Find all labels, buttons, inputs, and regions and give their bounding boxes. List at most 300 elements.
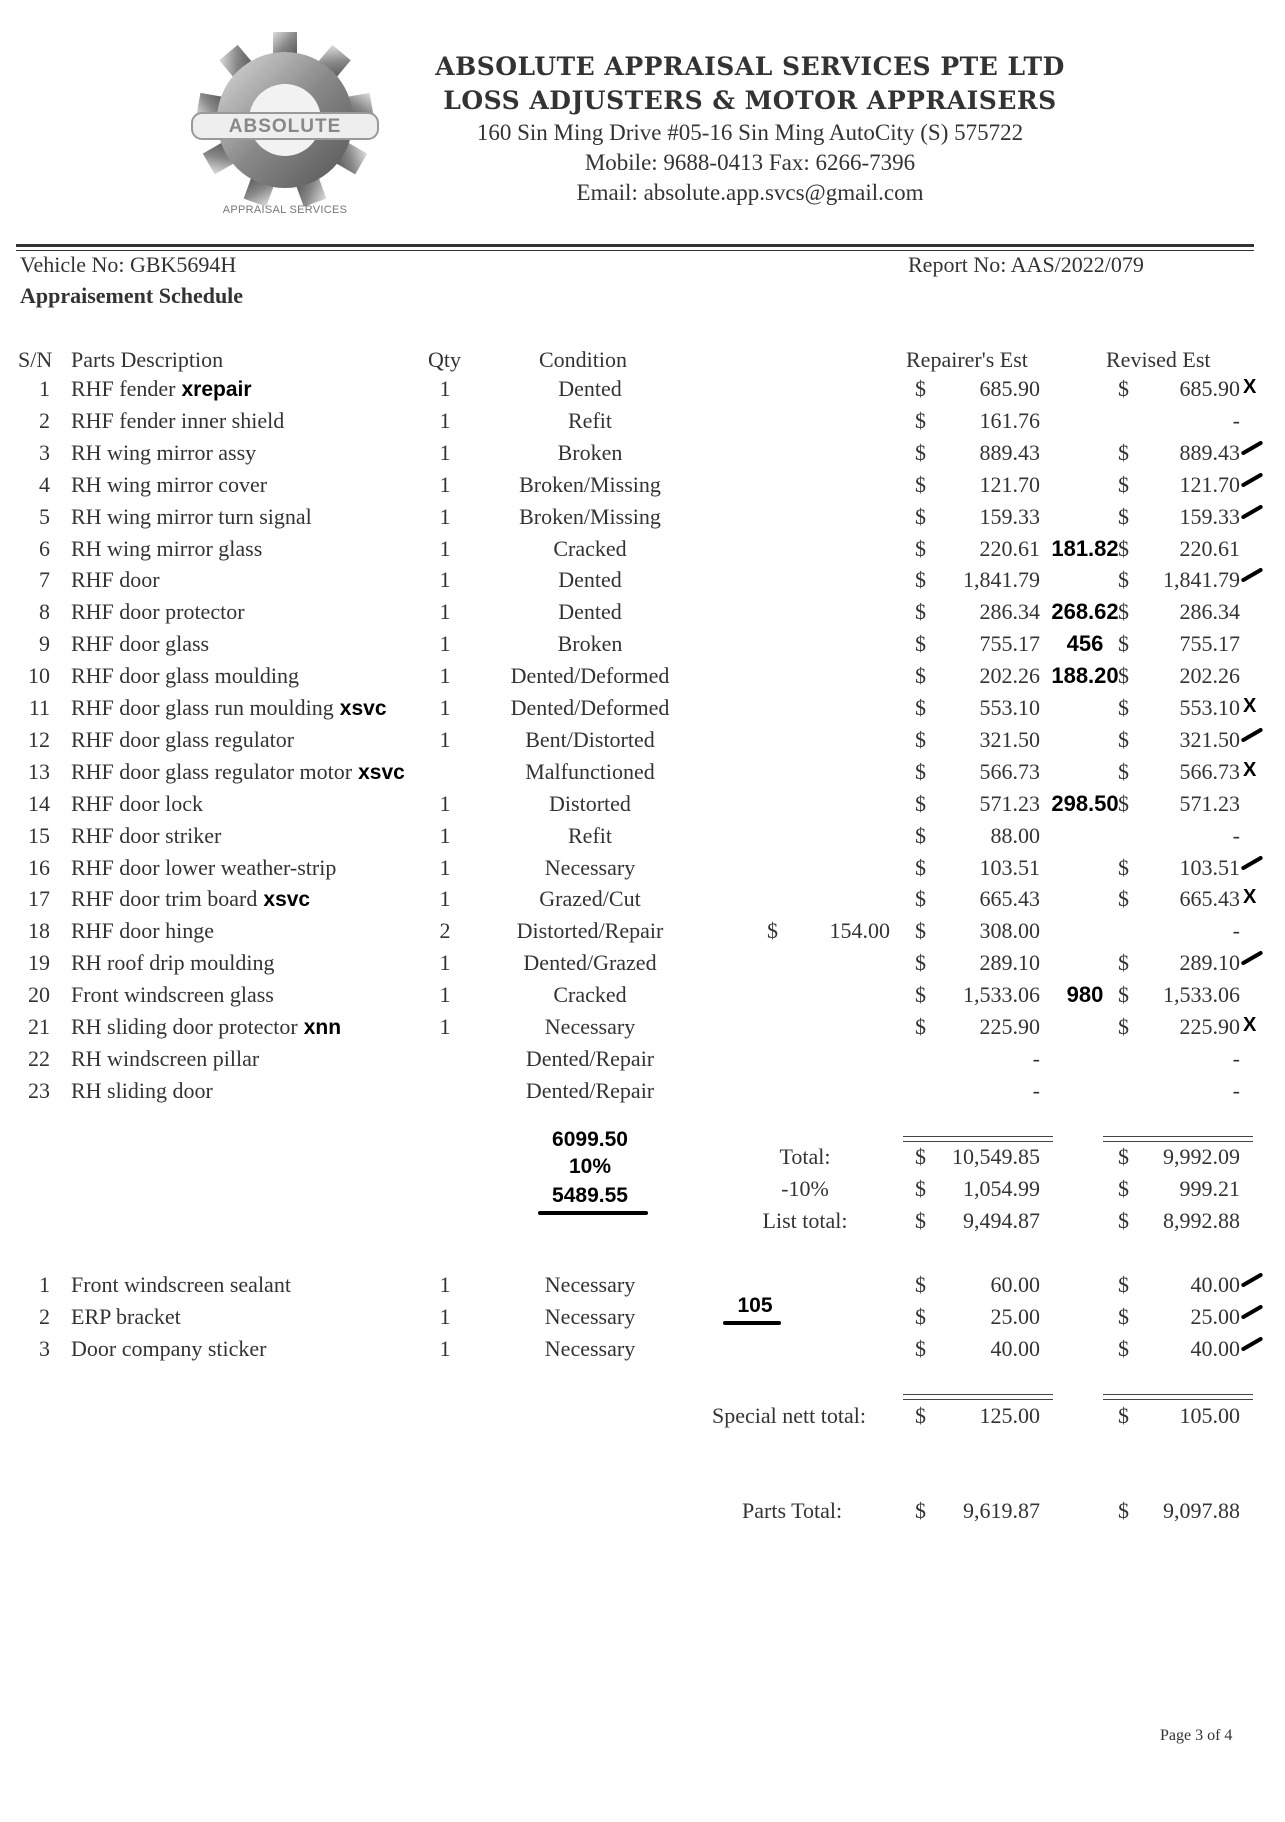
row-qty: 1 <box>439 950 451 976</box>
row-repairer-currency: $ <box>915 695 926 720</box>
row-repairer-est: - <box>1032 1077 1040 1103</box>
row-revised-currency: $ <box>1118 854 1129 880</box>
row-revised-est: 1,841.79 <box>1163 567 1240 593</box>
row-sn: 15 <box>28 822 50 848</box>
row-repairer-currency: $ <box>915 407 926 433</box>
row-qty: 1 <box>439 471 451 497</box>
row-unit-price: 154.00 <box>829 918 890 944</box>
col-header-condition: Condition <box>539 347 628 372</box>
row-revised-est: 202.26 <box>1179 663 1240 689</box>
row-qty: 1 <box>439 599 451 625</box>
row-revised-currency: $ <box>1118 950 1129 976</box>
row-revised-est: 220.61 <box>1179 535 1240 561</box>
row-condition: Dented <box>558 599 622 625</box>
vehicle-number: Vehicle No: GBK5694H <box>20 252 237 277</box>
row-repairer-est: 1,841.79 <box>963 567 1040 593</box>
parts-total-revised: 9,097.88 <box>1163 1498 1240 1523</box>
row-sn: 13 <box>28 758 50 784</box>
discount-row <box>0 1176 1285 1208</box>
row-description: ERP bracket <box>71 1304 181 1329</box>
report-number: Report No: AAS/2022/079 <box>908 252 1144 277</box>
row-condition: Necessary <box>544 854 636 880</box>
row-revised-currency: $ <box>1118 599 1129 625</box>
row-revised-currency: $ <box>1118 1336 1129 1361</box>
row-qty: 1 <box>439 886 451 912</box>
special-item-row <box>0 1272 1285 1304</box>
row-condition: Dented/Grazed <box>523 950 657 976</box>
row-revised-est: 121.70 <box>1179 471 1240 497</box>
row-repairer-est: 1,533.06 <box>963 982 1040 1008</box>
handwritten-special-note: 105 <box>737 1294 773 1317</box>
col-header-desc: Parts Description <box>71 347 224 372</box>
row-qty: 1 <box>439 1272 451 1297</box>
row-description: Front windscreen sealant <box>71 1272 291 1297</box>
row-repairer-currency: $ <box>915 758 926 784</box>
row-revised-currency: $ <box>1118 790 1129 816</box>
row-repairer-currency: $ <box>915 376 926 401</box>
table-row <box>0 440 1285 472</box>
row-handwritten-note: 268.62 <box>1051 599 1119 625</box>
row-revised-currency: $ <box>1118 471 1129 497</box>
row-revised-est: 103.51 <box>1179 854 1240 880</box>
table-row <box>0 695 1285 727</box>
row-qty: 1 <box>439 407 451 433</box>
row-qty: 1 <box>439 726 451 752</box>
row-handwritten-note: 298.50 <box>1051 790 1119 816</box>
row-condition: Necessary <box>544 1336 636 1361</box>
special-total-revised: 105.00 <box>1179 1403 1240 1428</box>
row-condition: Dented/Deformed <box>510 695 670 720</box>
row-condition: Refit <box>568 407 612 433</box>
row-description-text: RH roof drip moulding <box>71 950 275 976</box>
rejected-x-mark-icon: X <box>1243 758 1257 781</box>
row-condition: Cracked <box>553 535 627 561</box>
row-qty: 1 <box>439 982 451 1008</box>
special-total-row <box>0 1403 1285 1435</box>
row-condition: Cracked <box>553 982 627 1008</box>
table-row <box>0 759 1285 791</box>
row-qty: 1 <box>439 631 451 657</box>
row-description <box>71 886 310 912</box>
row-sn: 5 <box>39 503 50 529</box>
table-row <box>0 1014 1285 1046</box>
row-description-text: RH wing mirror cover <box>71 471 268 497</box>
table-row <box>0 567 1285 599</box>
special-item-row <box>0 1304 1285 1336</box>
row-revised-currency: $ <box>1118 982 1129 1008</box>
row-handwritten-note: 188.20 <box>1051 663 1119 689</box>
special-rule-revised <box>1103 1394 1253 1400</box>
approved-tick-mark-icon <box>1241 440 1264 455</box>
row-revised-est: 566.73 <box>1179 758 1240 784</box>
row-condition: Broken/Missing <box>519 503 661 529</box>
row-handwritten-tag: xsvc <box>358 760 405 784</box>
row-description-text: RH windscreen pillar <box>71 1045 260 1071</box>
row-revised-currency: $ <box>1118 1014 1129 1039</box>
col-header-repairer-est: Repairer's Est <box>906 347 1028 372</box>
row-qty: 1 <box>439 663 451 689</box>
currency: $ <box>1118 1208 1129 1233</box>
row-description-text: RHF fender <box>71 376 176 401</box>
logo-text: ABSOLUTE <box>228 116 342 137</box>
row-repairer-est: 685.90 <box>979 376 1040 401</box>
row-qty: 1 <box>439 1014 451 1039</box>
row-sn: 2 <box>39 407 50 433</box>
row-handwritten-tag: xnn <box>303 1016 342 1039</box>
row-repairer-est: 159.33 <box>979 503 1040 529</box>
row-sn: 6 <box>39 535 50 561</box>
row-qty: 1 <box>439 854 451 880</box>
page-number: Page 3 of 4 <box>1160 1727 1233 1744</box>
row-qty: 1 <box>439 1304 451 1329</box>
row-description <box>71 1078 213 1104</box>
row-handwritten-tag: xsvc <box>339 697 387 720</box>
row-repairer-est: 286.34 <box>979 599 1040 625</box>
row-revised-est: 40.00 <box>1190 1336 1240 1361</box>
row-condition: Distorted/Repair <box>516 918 664 944</box>
row-description-text: RHF door glass regulator motor <box>71 758 353 784</box>
row-condition: Refit <box>568 822 612 848</box>
row-qty: 1 <box>439 567 451 593</box>
row-repairer-est: 308.00 <box>979 918 1040 944</box>
currency: $ <box>915 1144 926 1169</box>
total-rule-repairer <box>903 1136 1053 1142</box>
row-repairer-est: 88.00 <box>990 822 1040 848</box>
row-sn: 9 <box>39 631 50 657</box>
row-sn: 3 <box>39 439 50 465</box>
currency: $ <box>915 1176 926 1201</box>
row-repairer-currency: $ <box>915 822 926 848</box>
row-sn: 18 <box>28 918 50 944</box>
row-description <box>71 918 214 944</box>
special-total-repairer: 125.00 <box>979 1403 1040 1428</box>
row-revised-currency: $ <box>1118 663 1129 689</box>
approved-tick-mark-icon <box>1241 504 1264 519</box>
table-row <box>0 504 1285 536</box>
table-row <box>0 631 1285 663</box>
row-description-text: RH sliding door protector <box>71 1014 298 1039</box>
currency: $ <box>1118 1144 1129 1169</box>
approved-tick-mark-icon <box>1241 727 1264 742</box>
row-revised-currency: $ <box>1118 631 1129 657</box>
row-repairer-est: 103.51 <box>979 854 1040 880</box>
row-description <box>71 599 245 625</box>
row-repairer-currency: $ <box>915 982 926 1008</box>
row-repairer-est: 225.90 <box>979 1014 1040 1039</box>
row-repairer-est: - <box>1032 1045 1040 1071</box>
row-repairer-currency: $ <box>915 918 926 944</box>
row-description <box>71 631 209 657</box>
schedule-title: Appraisement Schedule <box>20 283 244 308</box>
row-handwritten-note: 181.82 <box>1051 535 1119 561</box>
row-repairer-currency: $ <box>915 790 926 816</box>
row-repairer-est: 566.73 <box>979 758 1040 784</box>
row-repairer-est: 202.26 <box>979 663 1040 689</box>
row-description-text: RHF door <box>71 567 160 593</box>
row-condition: Dented <box>558 376 622 401</box>
row-repairer-est: 60.00 <box>990 1272 1040 1297</box>
special-item-row <box>0 1336 1285 1368</box>
row-description <box>71 950 275 976</box>
row-sn: 21 <box>28 1014 50 1039</box>
row-sn: 4 <box>39 471 50 497</box>
row-repairer-currency: $ <box>915 854 926 880</box>
rejected-x-mark-icon: X <box>1243 886 1257 909</box>
handwritten-underline <box>723 1321 781 1325</box>
row-qty: 1 <box>439 439 451 465</box>
row-description <box>71 567 160 593</box>
row-repairer-est: 121.70 <box>979 471 1040 497</box>
row-repairer-est: 755.17 <box>979 631 1040 657</box>
row-repairer-currency: $ <box>915 663 926 689</box>
row-qty: 1 <box>439 1336 451 1361</box>
row-sn: 12 <box>28 726 50 752</box>
row-revised-currency: $ <box>1118 726 1129 752</box>
list-total-row <box>0 1208 1285 1240</box>
table-row <box>0 855 1285 887</box>
row-qty: 1 <box>439 822 451 848</box>
row-qty: 1 <box>439 790 451 816</box>
company-email: Email: absolute.app.svcs@gmail.com <box>576 180 924 205</box>
list-total-repairer: 9,494.87 <box>963 1208 1040 1233</box>
row-description-text: RHF door glass run moulding <box>71 695 334 720</box>
row-qty: 1 <box>439 695 451 720</box>
row-extra-currency: $ <box>767 918 778 944</box>
row-repairer-est: 220.61 <box>979 535 1040 561</box>
row-sn: 14 <box>28 790 50 816</box>
row-qty: 1 <box>439 376 451 401</box>
row-revised-est: 571.23 <box>1179 790 1240 816</box>
row-condition: Necessary <box>544 1304 636 1329</box>
row-description <box>71 1014 341 1040</box>
row-description-text: RHF door glass regulator <box>71 726 295 752</box>
row-repairer-currency: $ <box>915 631 926 657</box>
row-description-text: RHF door glass <box>71 631 210 657</box>
row-revised-est: 321.50 <box>1179 726 1240 752</box>
row-revised-est: 25.00 <box>1190 1304 1240 1329</box>
row-description <box>71 982 274 1008</box>
row-revised-est: 289.10 <box>1179 950 1240 976</box>
row-handwritten-tag: xsvc <box>263 888 311 912</box>
row-revised-currency: $ <box>1118 376 1129 401</box>
currency: $ <box>915 1498 926 1523</box>
row-condition: Necessary <box>544 1014 636 1039</box>
row-sn: 3 <box>39 1336 50 1361</box>
approved-tick-mark-icon <box>1241 1336 1264 1351</box>
company-address: 160 Sin Ming Drive #05-16 Sin Ming AutoCity (S) 575722 <box>476 120 1024 145</box>
approved-tick-mark-icon <box>1241 568 1264 583</box>
row-sn: 22 <box>28 1045 50 1071</box>
row-revised-currency: $ <box>1118 695 1129 720</box>
row-revised-currency: $ <box>1118 567 1129 593</box>
special-total-label: Special nett total: <box>712 1403 866 1428</box>
company-contact: Mobile: 9688-0413 Fax: 6266-7396 <box>584 150 916 175</box>
row-description-text: RH sliding door <box>71 1077 213 1103</box>
table-row <box>0 950 1285 982</box>
row-sn: 23 <box>28 1077 50 1103</box>
approved-tick-mark-icon <box>1241 1304 1264 1319</box>
row-repairer-currency: $ <box>915 1272 926 1297</box>
special-rule-repairer <box>903 1394 1053 1400</box>
company-tagline: LOSS ADJUSTERS & MOTOR APPRAISERS <box>443 86 1057 115</box>
row-description <box>71 504 312 530</box>
row-description <box>71 727 294 753</box>
row-description <box>71 759 405 785</box>
row-repairer-currency: $ <box>915 886 926 912</box>
row-repairer-est: 40.00 <box>990 1336 1040 1361</box>
table-row <box>0 727 1285 759</box>
row-revised-est: 889.43 <box>1179 439 1240 465</box>
table-row <box>0 886 1285 918</box>
table-row <box>0 408 1285 440</box>
total-revised: 9,992.09 <box>1163 1144 1240 1169</box>
row-repairer-currency: $ <box>915 726 926 752</box>
discount-repairer: 1,054.99 <box>963 1176 1040 1201</box>
rejected-x-mark-icon: X <box>1243 376 1257 398</box>
row-revised-est: 665.43 <box>1179 886 1240 912</box>
row-description-text: Front windscreen glass <box>71 982 274 1008</box>
row-condition: Dented/Deformed <box>510 663 670 689</box>
row-revised-est: 286.34 <box>1179 599 1240 625</box>
logo-caption: APPRAISAL SERVICES <box>222 204 348 216</box>
approved-tick-mark-icon <box>1241 1272 1264 1287</box>
row-repairer-est: 889.43 <box>979 439 1040 465</box>
row-revised-est: 225.90 <box>1179 1014 1240 1039</box>
col-header-sn: S/N <box>18 347 53 372</box>
row-revised-est: - <box>1232 918 1240 944</box>
row-description-text: RHF door hinge <box>71 918 214 944</box>
row-repairer-est: 289.10 <box>979 950 1040 976</box>
row-revised-currency: $ <box>1118 1272 1129 1297</box>
row-repairer-currency: $ <box>915 599 926 625</box>
currency: $ <box>1118 1403 1129 1428</box>
header-divider <box>16 244 1254 247</box>
table-row <box>0 791 1285 823</box>
handwritten-percent: 10% <box>568 1155 612 1178</box>
table-row <box>0 823 1285 855</box>
row-revised-est: 159.33 <box>1179 503 1240 529</box>
table-row <box>0 1046 1285 1078</box>
parts-total-label: Parts Total: <box>742 1498 843 1523</box>
row-handwritten-note: 980 <box>1066 982 1104 1008</box>
list-total-revised: 8,992.88 <box>1163 1208 1240 1233</box>
row-description <box>71 855 336 881</box>
row-description <box>71 376 252 402</box>
row-revised-currency: $ <box>1118 439 1129 465</box>
row-sn: 20 <box>28 982 50 1008</box>
currency: $ <box>915 1403 926 1428</box>
company-name: ABSOLUTE APPRAISAL SERVICES PTE LTD <box>435 52 1065 81</box>
row-description-text: RHF door striker <box>71 822 222 848</box>
row-sn: 11 <box>28 695 50 720</box>
row-condition: Distorted <box>549 790 631 816</box>
row-revised-est: 40.00 <box>1190 1272 1240 1297</box>
row-repairer-est: 25.00 <box>990 1304 1040 1329</box>
row-description <box>71 695 387 721</box>
approved-tick-mark-icon <box>1241 855 1264 870</box>
row-handwritten-tag: xrepair <box>181 378 252 401</box>
table-row <box>0 376 1285 408</box>
row-repairer-currency: $ <box>915 567 926 593</box>
row-description <box>71 791 203 817</box>
row-repairer-currency: $ <box>915 535 926 561</box>
row-description <box>71 663 299 689</box>
row-description-text: RH wing mirror glass <box>71 535 263 561</box>
row-sn: 2 <box>39 1304 50 1329</box>
row-repairer-currency: $ <box>915 471 926 497</box>
row-qty: 1 <box>439 535 451 561</box>
row-condition: Broken <box>557 439 623 465</box>
table-row <box>0 599 1285 631</box>
row-condition: Dented/Repair <box>525 1045 655 1071</box>
row-revised-currency: $ <box>1118 758 1129 784</box>
handwritten-sum: 6099.50 <box>552 1128 628 1151</box>
row-repairer-currency: $ <box>915 1014 926 1039</box>
row-repairer-currency: $ <box>915 950 926 976</box>
row-description <box>71 536 262 562</box>
row-sn: 1 <box>39 376 50 401</box>
table-row <box>0 918 1285 950</box>
row-sn: 1 <box>39 1272 50 1297</box>
table-row <box>0 1078 1285 1110</box>
row-description-text: RH wing mirror assy <box>71 439 257 465</box>
row-revised-est: - <box>1232 407 1240 433</box>
row-sn: 17 <box>28 886 50 912</box>
row-repairer-est: 665.43 <box>979 886 1040 912</box>
parts-total-repairer: 9,619.87 <box>963 1498 1040 1523</box>
row-qty: 1 <box>439 503 451 529</box>
row-sn: 10 <box>28 663 50 689</box>
approved-tick-mark-icon <box>1241 950 1264 965</box>
row-revised-currency: $ <box>1118 1304 1129 1329</box>
row-sn: 8 <box>39 599 50 625</box>
row-revised-currency: $ <box>1118 886 1129 912</box>
row-handwritten-note: 456 <box>1066 631 1104 657</box>
row-revised-est: 1,533.06 <box>1163 982 1240 1008</box>
row-revised-est: - <box>1232 822 1240 848</box>
row-repairer-currency: $ <box>915 503 926 529</box>
row-description-text: RHF door protector <box>71 599 245 625</box>
row-revised-est: 553.10 <box>1179 695 1240 720</box>
row-condition: Grazed/Cut <box>539 886 641 912</box>
row-description <box>71 1046 259 1072</box>
rejected-x-mark-icon: X <box>1243 1014 1257 1036</box>
row-repairer-currency: $ <box>915 1336 926 1361</box>
row-description-text: RH wing mirror turn signal <box>71 503 312 529</box>
table-row <box>0 472 1285 504</box>
row-condition: Malfunctioned <box>525 758 655 784</box>
handwritten-result: 5489.55 <box>552 1184 628 1207</box>
discount-revised: 999.21 <box>1179 1176 1240 1201</box>
row-description-text: RHF door trim board <box>71 886 258 912</box>
table-row <box>0 536 1285 568</box>
row-repairer-est: 553.10 <box>979 695 1040 720</box>
row-condition: Dented <box>558 567 622 593</box>
row-revised-est: 685.90 <box>1179 376 1240 401</box>
row-condition: Broken/Missing <box>519 471 661 497</box>
col-header-revised-est: Revised Est <box>1106 347 1211 372</box>
row-repairer-est: 321.50 <box>979 726 1040 752</box>
row-description <box>71 472 267 498</box>
row-sn: 16 <box>28 854 50 880</box>
row-sn: 7 <box>39 567 50 593</box>
currency: $ <box>1118 1498 1129 1523</box>
row-condition: Bent/Distorted <box>525 726 655 752</box>
total-rule-revised <box>1103 1136 1253 1142</box>
discount-label: -10% <box>781 1176 829 1201</box>
table-row <box>0 663 1285 695</box>
row-description-text: RHF fender inner shield <box>71 407 285 433</box>
